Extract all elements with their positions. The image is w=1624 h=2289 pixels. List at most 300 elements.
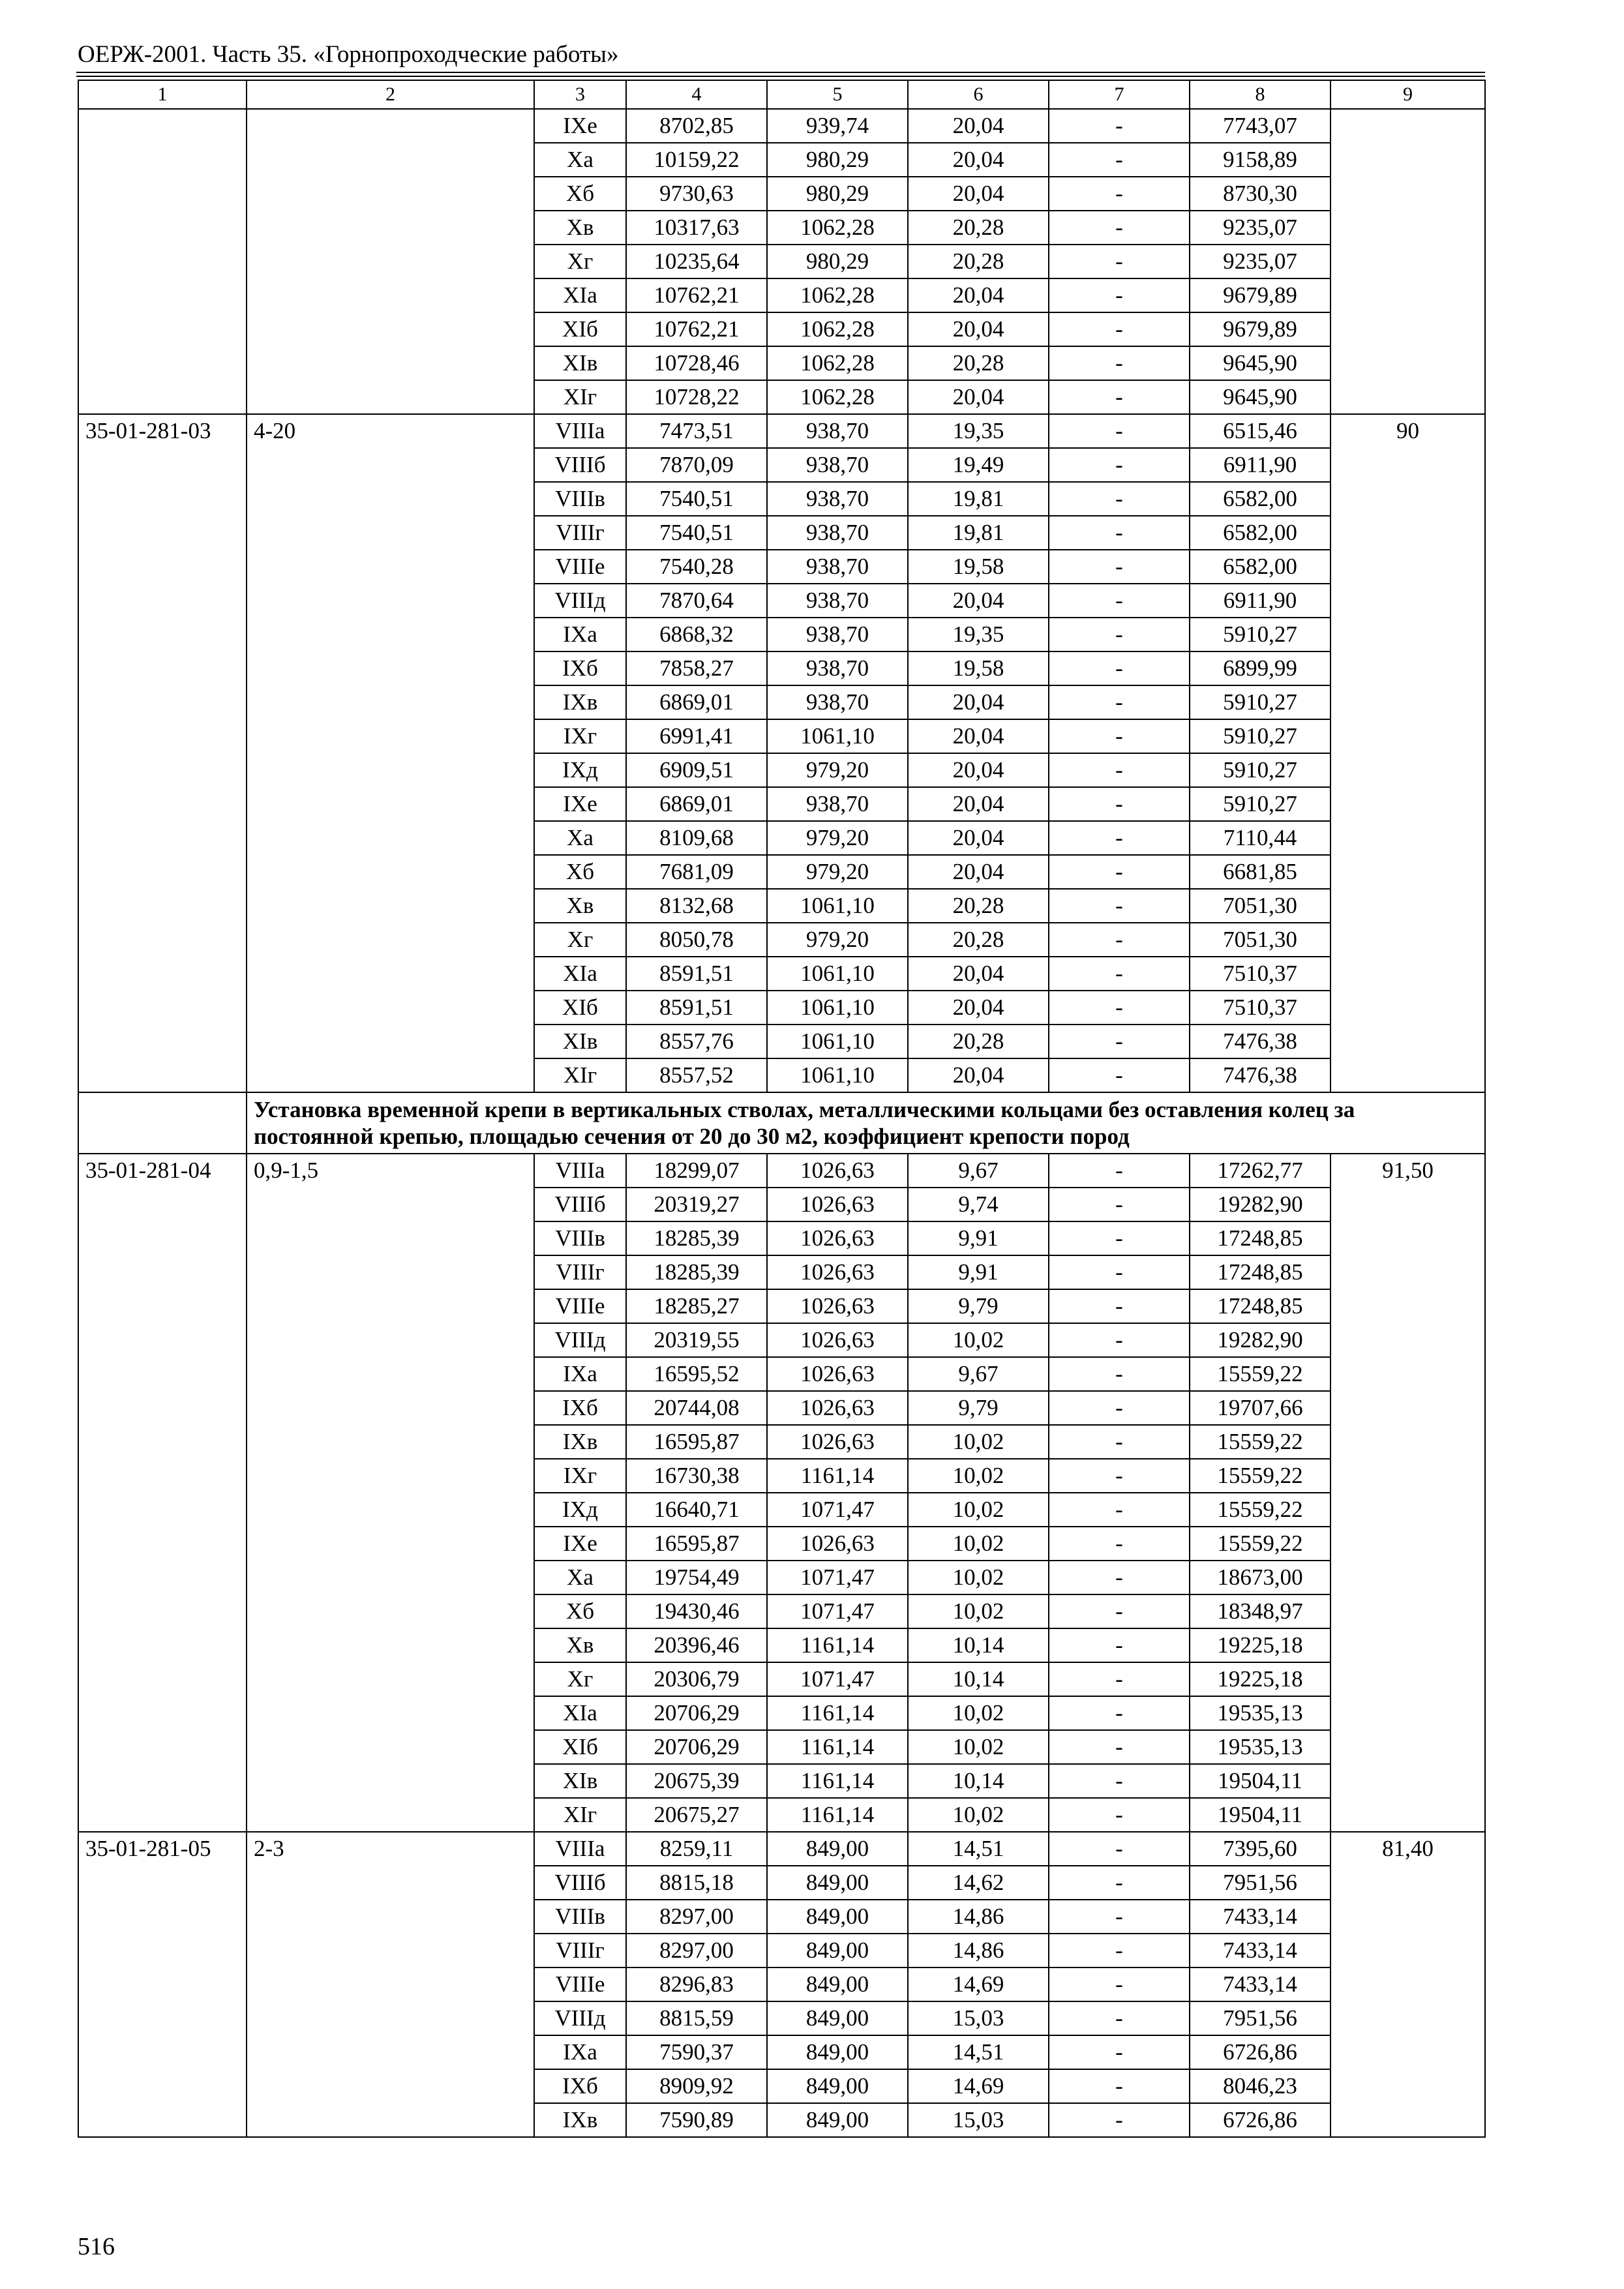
machine-operation-cell: 20,04 — [908, 584, 1049, 618]
row-label-cell: VIIIб — [534, 1188, 626, 1221]
total-cost-cell: 10762,21 — [626, 278, 767, 312]
wages-cell: 1026,63 — [767, 1323, 908, 1357]
wages-cell: 1026,63 — [767, 1357, 908, 1391]
total-cost-cell: 8557,76 — [626, 1025, 767, 1058]
machine-operation-cell: 20,28 — [908, 923, 1049, 957]
materials-cell: 6582,00 — [1190, 550, 1331, 584]
wages-cell: 849,00 — [767, 1934, 908, 1967]
row-label-cell: IXе — [534, 787, 626, 821]
machine-wages-cell: - — [1049, 1493, 1190, 1527]
row-label-cell: VIIIб — [534, 448, 626, 482]
row-label-cell: VIIIг — [534, 516, 626, 550]
machine-wages-cell: - — [1049, 1289, 1190, 1323]
rock-hardness-cell — [247, 109, 534, 414]
materials-cell: 19504,11 — [1190, 1798, 1331, 1832]
total-cost-cell: 19754,49 — [626, 1561, 767, 1594]
row-label-cell: Xа — [534, 1561, 626, 1594]
wages-cell: 938,70 — [767, 584, 908, 618]
column-number-cell: 7 — [1049, 80, 1190, 109]
total-cost-cell: 8591,51 — [626, 957, 767, 991]
materials-cell: 7476,38 — [1190, 1025, 1331, 1058]
wages-cell: 1061,10 — [767, 1058, 908, 1092]
column-number-cell: 2 — [247, 80, 534, 109]
row-label-cell: Xг — [534, 245, 626, 278]
row-label-cell: Xб — [534, 177, 626, 211]
total-cost-cell: 8591,51 — [626, 991, 767, 1025]
materials-cell: 9679,89 — [1190, 312, 1331, 346]
total-cost-cell: 8132,68 — [626, 889, 767, 923]
machine-operation-cell: 20,04 — [908, 855, 1049, 889]
machine-operation-cell: 10,02 — [908, 1425, 1049, 1459]
rate-code-cell: 35-01-281-05 — [78, 1832, 247, 2137]
column-number-cell: 1 — [78, 80, 247, 109]
machine-wages-cell: - — [1049, 1154, 1190, 1188]
materials-cell: 7510,37 — [1190, 991, 1331, 1025]
materials-cell: 5910,27 — [1190, 618, 1331, 651]
materials-cell: 19225,18 — [1190, 1662, 1331, 1696]
wages-cell: 980,29 — [767, 177, 908, 211]
total-cost-cell: 16730,38 — [626, 1459, 767, 1493]
wages-cell: 1061,10 — [767, 719, 908, 753]
row-label-cell: IXг — [534, 719, 626, 753]
machine-wages-cell: - — [1049, 991, 1190, 1025]
machine-wages-cell: - — [1049, 482, 1190, 516]
materials-cell: 7395,60 — [1190, 1832, 1331, 1866]
wages-cell: 849,00 — [767, 1866, 908, 1900]
wages-cell: 1071,47 — [767, 1594, 908, 1628]
row-label-cell: IXв — [534, 2103, 626, 2137]
total-cost-cell: 10235,64 — [626, 245, 767, 278]
materials-cell: 7951,56 — [1190, 2001, 1331, 2035]
total-cost-cell: 18299,07 — [626, 1154, 767, 1188]
row-label-cell: Xа — [534, 821, 626, 855]
total-cost-cell: 10728,22 — [626, 380, 767, 414]
labor-cost-cell: 90 — [1331, 414, 1485, 1092]
machine-operation-cell: 19,58 — [908, 550, 1049, 584]
machine-operation-cell: 10,02 — [908, 1459, 1049, 1493]
total-cost-cell: 18285,39 — [626, 1255, 767, 1289]
table-row — [78, 414, 1485, 448]
materials-cell: 19707,66 — [1190, 1391, 1331, 1425]
total-cost-cell: 10317,63 — [626, 211, 767, 245]
total-cost-cell: 8815,18 — [626, 1866, 767, 1900]
row-label-cell: IXб — [534, 1391, 626, 1425]
machine-wages-cell: - — [1049, 923, 1190, 957]
column-number-row — [78, 80, 1485, 109]
materials-cell: 9158,89 — [1190, 143, 1331, 177]
rock-hardness-cell: 2-3 — [247, 1832, 534, 2137]
machine-operation-cell: 19,81 — [908, 482, 1049, 516]
rate-code-cell — [78, 109, 247, 414]
materials-cell: 6726,86 — [1190, 2035, 1331, 2069]
machine-wages-cell: - — [1049, 414, 1190, 448]
machine-operation-cell: 9,74 — [908, 1188, 1049, 1221]
wages-cell: 939,74 — [767, 109, 908, 143]
wages-cell: 1161,14 — [767, 1696, 908, 1730]
machine-wages-cell: - — [1049, 278, 1190, 312]
table-row — [78, 109, 1485, 143]
row-label-cell: VIIIе — [534, 1967, 626, 2001]
machine-wages-cell: - — [1049, 109, 1190, 143]
row-label-cell: Xв — [534, 211, 626, 245]
total-cost-cell: 20706,29 — [626, 1730, 767, 1764]
machine-wages-cell: - — [1049, 211, 1190, 245]
total-cost-cell: 8109,68 — [626, 821, 767, 855]
wages-cell: 980,29 — [767, 245, 908, 278]
row-label-cell: VIIIд — [534, 584, 626, 618]
machine-wages-cell: - — [1049, 889, 1190, 923]
total-cost-cell: 20396,46 — [626, 1628, 767, 1662]
materials-cell: 6911,90 — [1190, 448, 1331, 482]
machine-wages-cell: - — [1049, 1628, 1190, 1662]
machine-wages-cell: - — [1049, 618, 1190, 651]
machine-operation-cell: 14,51 — [908, 1832, 1049, 1866]
column-number-cell: 5 — [767, 80, 908, 109]
machine-operation-cell: 10,14 — [908, 1628, 1049, 1662]
wages-cell: 849,00 — [767, 1832, 908, 1866]
table-row — [78, 1154, 1485, 1188]
machine-wages-cell: - — [1049, 1058, 1190, 1092]
total-cost-cell: 6991,41 — [626, 719, 767, 753]
wages-cell: 980,29 — [767, 143, 908, 177]
machine-operation-cell: 9,79 — [908, 1391, 1049, 1425]
total-cost-cell: 7540,28 — [626, 550, 767, 584]
wages-cell: 1161,14 — [767, 1628, 908, 1662]
machine-operation-cell: 9,67 — [908, 1357, 1049, 1391]
machine-operation-cell: 19,81 — [908, 516, 1049, 550]
wages-cell: 1062,28 — [767, 346, 908, 380]
machine-wages-cell: - — [1049, 1459, 1190, 1493]
materials-cell: 17262,77 — [1190, 1154, 1331, 1188]
wages-cell: 1026,63 — [767, 1154, 908, 1188]
materials-cell: 6681,85 — [1190, 855, 1331, 889]
total-cost-cell: 7590,37 — [626, 2035, 767, 2069]
wages-cell: 938,70 — [767, 618, 908, 651]
machine-wages-cell: - — [1049, 1798, 1190, 1832]
column-number-cell: 9 — [1331, 80, 1485, 109]
wages-cell: 938,70 — [767, 482, 908, 516]
machine-wages-cell: - — [1049, 651, 1190, 685]
machine-wages-cell: - — [1049, 1425, 1190, 1459]
materials-cell: 7476,38 — [1190, 1058, 1331, 1092]
wages-cell: 938,70 — [767, 787, 908, 821]
wages-cell: 979,20 — [767, 855, 908, 889]
row-label-cell: VIIIд — [534, 1323, 626, 1357]
wages-cell: 938,70 — [767, 414, 908, 448]
machine-operation-cell: 19,35 — [908, 414, 1049, 448]
row-label-cell: XIа — [534, 957, 626, 991]
materials-cell: 9235,07 — [1190, 211, 1331, 245]
row-label-cell: VIIIе — [534, 1289, 626, 1323]
machine-operation-cell: 14,51 — [908, 2035, 1049, 2069]
total-cost-cell: 18285,27 — [626, 1289, 767, 1323]
row-label-cell: VIIIв — [534, 482, 626, 516]
labor-cost-cell: 91,50 — [1331, 1154, 1485, 1832]
machine-wages-cell: - — [1049, 448, 1190, 482]
row-label-cell: IXе — [534, 109, 626, 143]
materials-cell: 19504,11 — [1190, 1764, 1331, 1798]
machine-wages-cell: - — [1049, 1696, 1190, 1730]
machine-operation-cell: 20,04 — [908, 177, 1049, 211]
machine-operation-cell: 15,03 — [908, 2001, 1049, 2035]
machine-wages-cell: - — [1049, 1764, 1190, 1798]
machine-wages-cell: - — [1049, 2001, 1190, 2035]
machine-wages-cell: - — [1049, 1025, 1190, 1058]
wages-cell: 1061,10 — [767, 889, 908, 923]
machine-wages-cell: - — [1049, 346, 1190, 380]
machine-operation-cell: 20,28 — [908, 245, 1049, 278]
materials-cell: 15559,22 — [1190, 1493, 1331, 1527]
machine-operation-cell: 20,04 — [908, 821, 1049, 855]
wages-cell: 849,00 — [767, 2103, 908, 2137]
materials-cell: 8046,23 — [1190, 2069, 1331, 2103]
row-label-cell: Xв — [534, 889, 626, 923]
machine-wages-cell: - — [1049, 143, 1190, 177]
machine-operation-cell: 10,02 — [908, 1561, 1049, 1594]
row-label-cell: IXа — [534, 2035, 626, 2069]
wages-cell: 1062,28 — [767, 380, 908, 414]
total-cost-cell: 6869,01 — [626, 685, 767, 719]
total-cost-cell: 7858,27 — [626, 651, 767, 685]
row-label-cell: XIг — [534, 1058, 626, 1092]
machine-wages-cell: - — [1049, 516, 1190, 550]
row-label-cell: Xг — [534, 1662, 626, 1696]
row-label-cell: XIа — [534, 278, 626, 312]
wages-cell: 979,20 — [767, 923, 908, 957]
total-cost-cell: 20319,55 — [626, 1323, 767, 1357]
row-label-cell: XIв — [534, 346, 626, 380]
row-label-cell: VIIIг — [534, 1934, 626, 1967]
machine-wages-cell: - — [1049, 380, 1190, 414]
total-cost-cell: 8702,85 — [626, 109, 767, 143]
machine-operation-cell: 10,14 — [908, 1764, 1049, 1798]
machine-wages-cell: - — [1049, 1561, 1190, 1594]
materials-cell: 17248,85 — [1190, 1289, 1331, 1323]
total-cost-cell: 7681,09 — [626, 855, 767, 889]
total-cost-cell: 16595,87 — [626, 1527, 767, 1561]
machine-operation-cell: 20,04 — [908, 380, 1049, 414]
row-label-cell: IXа — [534, 618, 626, 651]
labor-cost-cell: 81,40 — [1331, 1832, 1485, 2137]
wages-cell: 849,00 — [767, 1967, 908, 2001]
machine-operation-cell: 10,02 — [908, 1696, 1049, 1730]
table-row — [78, 1832, 1485, 1866]
labor-cost-cell — [1331, 109, 1485, 414]
total-cost-cell: 20675,39 — [626, 1764, 767, 1798]
machine-operation-cell: 20,04 — [908, 1058, 1049, 1092]
row-label-cell: VIIIв — [534, 1221, 626, 1255]
machine-operation-cell: 19,35 — [908, 618, 1049, 651]
total-cost-cell: 8909,92 — [626, 2069, 767, 2103]
machine-operation-cell: 20,04 — [908, 278, 1049, 312]
machine-wages-cell: - — [1049, 550, 1190, 584]
running-header: ОЕРЖ-2001. Часть 35. «Горнопроходческие работы» — [78, 41, 619, 68]
machine-wages-cell: - — [1049, 1934, 1190, 1967]
machine-operation-cell: 20,04 — [908, 685, 1049, 719]
total-cost-cell: 9730,63 — [626, 177, 767, 211]
machine-wages-cell: - — [1049, 312, 1190, 346]
total-cost-cell: 7473,51 — [626, 414, 767, 448]
section-title: Установка временной крепи в вертикальных стволах, металлическими кольцами без оставления колец за постоянной крепью, площадью сечения от 20 до 30 м2, коэффициент крепости пород — [247, 1092, 1485, 1154]
wages-cell: 849,00 — [767, 2035, 908, 2069]
column-number-cell: 3 — [534, 80, 626, 109]
materials-cell: 17248,85 — [1190, 1255, 1331, 1289]
wages-cell: 938,70 — [767, 550, 908, 584]
total-cost-cell: 20706,29 — [626, 1696, 767, 1730]
wages-cell: 1062,28 — [767, 278, 908, 312]
machine-operation-cell: 14,69 — [908, 1967, 1049, 2001]
total-cost-cell: 8297,00 — [626, 1900, 767, 1934]
wages-cell: 1026,63 — [767, 1527, 908, 1561]
total-cost-cell: 18285,39 — [626, 1221, 767, 1255]
machine-operation-cell: 10,02 — [908, 1594, 1049, 1628]
machine-wages-cell: - — [1049, 1662, 1190, 1696]
total-cost-cell: 8297,00 — [626, 1934, 767, 1967]
page-number: 516 — [78, 2233, 115, 2260]
machine-wages-cell: - — [1049, 245, 1190, 278]
column-number-cell: 4 — [626, 80, 767, 109]
total-cost-cell: 16640,71 — [626, 1493, 767, 1527]
row-label-cell: XIг — [534, 1798, 626, 1832]
machine-operation-cell: 20,04 — [908, 957, 1049, 991]
header-rule-secondary — [76, 76, 1485, 77]
wages-cell: 938,70 — [767, 448, 908, 482]
total-cost-cell: 10762,21 — [626, 312, 767, 346]
machine-wages-cell: - — [1049, 1967, 1190, 2001]
materials-cell: 15559,22 — [1190, 1425, 1331, 1459]
machine-operation-cell: 20,28 — [908, 1025, 1049, 1058]
materials-cell: 7433,14 — [1190, 1967, 1331, 2001]
total-cost-cell: 8557,52 — [626, 1058, 767, 1092]
total-cost-cell: 8815,59 — [626, 2001, 767, 2035]
row-label-cell: IXг — [534, 1459, 626, 1493]
row-label-cell: VIIIб — [534, 1866, 626, 1900]
machine-operation-cell: 20,28 — [908, 346, 1049, 380]
total-cost-cell: 8296,83 — [626, 1967, 767, 2001]
machine-operation-cell: 20,04 — [908, 719, 1049, 753]
total-cost-cell: 7870,64 — [626, 584, 767, 618]
machine-wages-cell: - — [1049, 1900, 1190, 1934]
machine-wages-cell: - — [1049, 787, 1190, 821]
machine-wages-cell: - — [1049, 1832, 1190, 1866]
row-label-cell: Xг — [534, 923, 626, 957]
materials-cell: 9645,90 — [1190, 380, 1331, 414]
materials-cell: 7110,44 — [1190, 821, 1331, 855]
total-cost-cell: 6869,01 — [626, 787, 767, 821]
header-rule — [76, 72, 1485, 73]
materials-cell: 6582,00 — [1190, 482, 1331, 516]
total-cost-cell: 20675,27 — [626, 1798, 767, 1832]
machine-wages-cell: - — [1049, 1866, 1190, 1900]
materials-cell: 19282,90 — [1190, 1188, 1331, 1221]
machine-wages-cell: - — [1049, 855, 1190, 889]
row-label-cell: VIIIа — [534, 1832, 626, 1866]
wages-cell: 849,00 — [767, 2069, 908, 2103]
row-label-cell: VIIIа — [534, 414, 626, 448]
materials-cell: 19282,90 — [1190, 1323, 1331, 1357]
materials-cell: 5910,27 — [1190, 685, 1331, 719]
materials-cell: 9235,07 — [1190, 245, 1331, 278]
machine-wages-cell: - — [1049, 1357, 1190, 1391]
wages-cell: 849,00 — [767, 2001, 908, 2035]
materials-cell: 7051,30 — [1190, 889, 1331, 923]
machine-operation-cell: 20,28 — [908, 211, 1049, 245]
wages-cell: 979,20 — [767, 821, 908, 855]
rock-hardness-cell: 0,9-1,5 — [247, 1154, 534, 1832]
materials-cell: 9679,89 — [1190, 278, 1331, 312]
materials-cell: 19535,13 — [1190, 1696, 1331, 1730]
materials-cell: 5910,27 — [1190, 719, 1331, 753]
total-cost-cell: 8259,11 — [626, 1832, 767, 1866]
wages-cell: 1062,28 — [767, 312, 908, 346]
materials-cell: 6911,90 — [1190, 584, 1331, 618]
wages-cell: 1071,47 — [767, 1561, 908, 1594]
row-label-cell: IXв — [534, 685, 626, 719]
machine-operation-cell: 14,86 — [908, 1934, 1049, 1967]
wages-cell: 1061,10 — [767, 991, 908, 1025]
row-label-cell: XIб — [534, 1730, 626, 1764]
materials-cell: 7433,14 — [1190, 1900, 1331, 1934]
wages-cell: 1026,63 — [767, 1425, 908, 1459]
machine-operation-cell: 9,91 — [908, 1255, 1049, 1289]
wages-cell: 1161,14 — [767, 1730, 908, 1764]
machine-wages-cell: - — [1049, 2103, 1190, 2137]
machine-wages-cell: - — [1049, 2035, 1190, 2069]
row-label-cell: IXв — [534, 1425, 626, 1459]
row-label-cell: XIа — [534, 1696, 626, 1730]
machine-operation-cell: 15,03 — [908, 2103, 1049, 2137]
wages-cell: 938,70 — [767, 651, 908, 685]
wages-cell: 1026,63 — [767, 1391, 908, 1425]
machine-operation-cell: 19,58 — [908, 651, 1049, 685]
row-label-cell: IXб — [534, 651, 626, 685]
row-label-cell: Xа — [534, 143, 626, 177]
machine-wages-cell: - — [1049, 1730, 1190, 1764]
wages-cell: 1062,28 — [767, 211, 908, 245]
total-cost-cell: 10728,46 — [626, 346, 767, 380]
machine-operation-cell: 9,91 — [908, 1221, 1049, 1255]
total-cost-cell: 10159,22 — [626, 143, 767, 177]
rate-code-cell: 35-01-281-03 — [78, 414, 247, 1092]
section-spacer-cell — [78, 1092, 247, 1154]
materials-cell: 7433,14 — [1190, 1934, 1331, 1967]
machine-operation-cell: 10,02 — [908, 1493, 1049, 1527]
row-label-cell: XIб — [534, 991, 626, 1025]
machine-operation-cell: 20,04 — [908, 787, 1049, 821]
row-label-cell: IXд — [534, 1493, 626, 1527]
wages-cell: 1161,14 — [767, 1764, 908, 1798]
machine-wages-cell: - — [1049, 821, 1190, 855]
wages-cell: 938,70 — [767, 516, 908, 550]
materials-cell: 5910,27 — [1190, 787, 1331, 821]
wages-cell: 849,00 — [767, 1900, 908, 1934]
row-label-cell: VIIIг — [534, 1255, 626, 1289]
row-label-cell: VIIIе — [534, 550, 626, 584]
materials-cell: 5910,27 — [1190, 753, 1331, 787]
machine-wages-cell: - — [1049, 1255, 1190, 1289]
machine-wages-cell: - — [1049, 1188, 1190, 1221]
materials-cell: 19225,18 — [1190, 1628, 1331, 1662]
row-label-cell: XIв — [534, 1764, 626, 1798]
section-row — [78, 1092, 1485, 1154]
total-cost-cell: 20306,79 — [626, 1662, 767, 1696]
wages-cell: 1161,14 — [767, 1798, 908, 1832]
row-label-cell: IXа — [534, 1357, 626, 1391]
materials-cell: 7951,56 — [1190, 1866, 1331, 1900]
total-cost-cell: 6868,32 — [626, 618, 767, 651]
materials-cell: 6726,86 — [1190, 2103, 1331, 2137]
total-cost-cell: 6909,51 — [626, 753, 767, 787]
